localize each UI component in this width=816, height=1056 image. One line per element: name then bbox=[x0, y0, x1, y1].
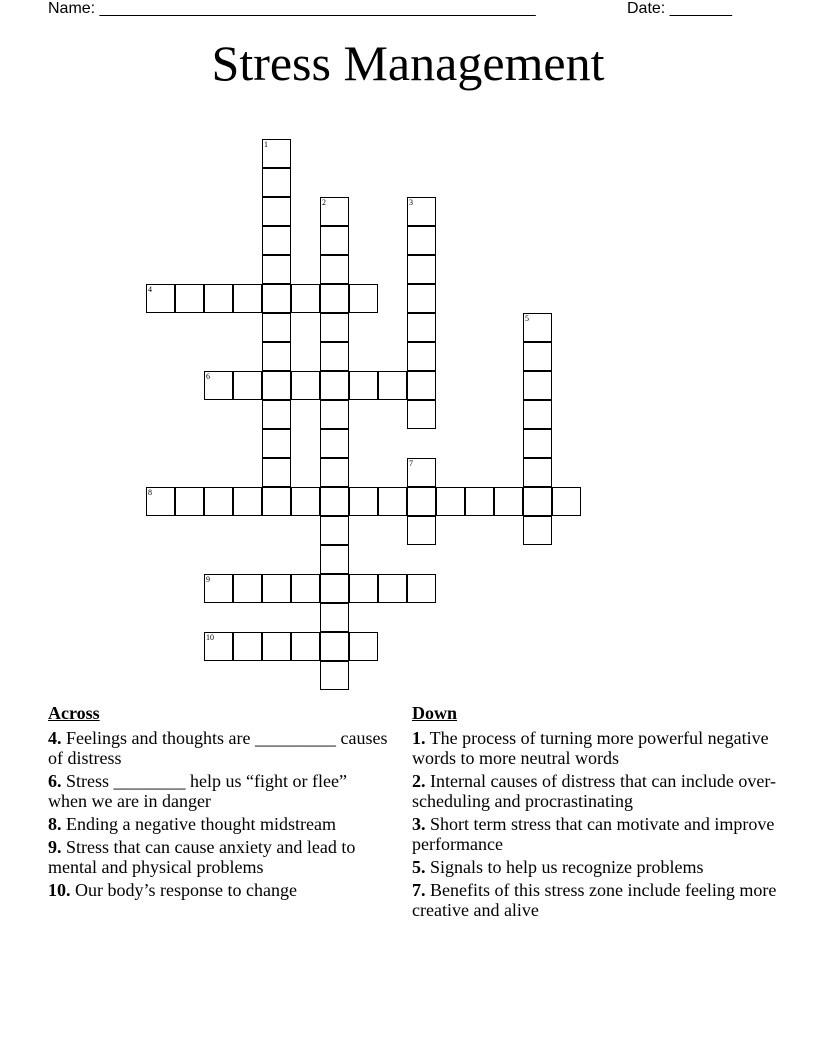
grid-cell[interactable] bbox=[320, 603, 349, 632]
grid-cell[interactable] bbox=[146, 487, 175, 516]
grid-cell[interactable] bbox=[233, 632, 262, 661]
grid-cell[interactable] bbox=[320, 255, 349, 284]
grid-cell[interactable] bbox=[204, 487, 233, 516]
grid-cell[interactable] bbox=[262, 313, 291, 342]
grid-cell[interactable] bbox=[349, 371, 378, 400]
grid-cell[interactable] bbox=[349, 487, 378, 516]
grid-cell[interactable] bbox=[378, 487, 407, 516]
grid-cell[interactable] bbox=[320, 313, 349, 342]
grid-cell[interactable] bbox=[523, 313, 552, 342]
grid-cell[interactable] bbox=[407, 574, 436, 603]
clue-number: 10. bbox=[48, 880, 71, 900]
across-heading: Across bbox=[48, 703, 100, 723]
clue-text: Stress ________ help us “fight or flee” when we are in danger bbox=[48, 771, 347, 811]
grid-cell[interactable] bbox=[523, 400, 552, 429]
clue-text: Short term stress that can motivate and improve performance bbox=[412, 814, 775, 854]
grid-cell[interactable] bbox=[407, 458, 436, 487]
clue-number: 2. bbox=[412, 771, 426, 791]
grid-cell[interactable] bbox=[262, 342, 291, 371]
grid-cell[interactable] bbox=[320, 458, 349, 487]
clue-across-8 bbox=[48, 814, 388, 834]
grid-cell[interactable] bbox=[407, 197, 436, 226]
down-heading: Down bbox=[412, 703, 458, 723]
grid-cell[interactable] bbox=[407, 342, 436, 371]
grid-cell[interactable] bbox=[407, 400, 436, 429]
grid-cell[interactable] bbox=[262, 168, 291, 197]
clue-number: 7. bbox=[412, 880, 426, 900]
cell-number: 1 bbox=[264, 140, 268, 149]
grid-cell[interactable] bbox=[349, 284, 378, 313]
across-clues bbox=[48, 703, 388, 903]
cell-number: 6 bbox=[206, 372, 210, 381]
page-title: Stress Management bbox=[211, 35, 605, 91]
clue-down-5 bbox=[412, 857, 792, 877]
grid-cell[interactable] bbox=[291, 574, 320, 603]
grid-cell[interactable] bbox=[320, 516, 349, 545]
clue-across-6 bbox=[48, 771, 388, 811]
grid-cell[interactable] bbox=[523, 487, 552, 516]
grid-cell[interactable] bbox=[320, 342, 349, 371]
clue-text: Benefits of this stress zone include feeling more creative and alive bbox=[412, 880, 777, 920]
clue-down-2 bbox=[412, 771, 792, 811]
grid-cell[interactable] bbox=[262, 632, 291, 661]
clue-across-4 bbox=[48, 728, 388, 768]
date-field[interactable]: Date: _______ bbox=[627, 0, 732, 17]
clue-text: Feelings and thoughts are _________ causes of distress bbox=[48, 728, 388, 768]
cell-number: 7 bbox=[409, 459, 413, 468]
grid-cell[interactable] bbox=[262, 458, 291, 487]
grid-cell[interactable] bbox=[523, 371, 552, 400]
grid-cell[interactable] bbox=[262, 574, 291, 603]
clue-number: 1. bbox=[412, 728, 426, 748]
grid-cell[interactable] bbox=[262, 284, 291, 313]
grid-cell[interactable] bbox=[146, 284, 175, 313]
grid-cell[interactable] bbox=[204, 632, 233, 661]
grid-cell[interactable] bbox=[349, 632, 378, 661]
grid-cell[interactable] bbox=[320, 284, 349, 313]
clue-down-3 bbox=[412, 814, 792, 854]
grid-cell[interactable] bbox=[233, 284, 262, 313]
cell-number: 10 bbox=[206, 633, 214, 642]
cell-number: 4 bbox=[148, 285, 152, 294]
grid-cell[interactable] bbox=[262, 197, 291, 226]
grid-cell[interactable] bbox=[523, 458, 552, 487]
grid-cell[interactable] bbox=[262, 226, 291, 255]
grid-cell[interactable] bbox=[378, 371, 407, 400]
name-field[interactable]: Name: _________________________________________________ bbox=[48, 0, 536, 17]
grid-cell[interactable] bbox=[233, 371, 262, 400]
grid-cell[interactable] bbox=[407, 226, 436, 255]
grid-cell[interactable] bbox=[436, 487, 465, 516]
grid-cell[interactable] bbox=[320, 661, 349, 690]
clue-across-9 bbox=[48, 837, 388, 877]
grid-cell[interactable] bbox=[378, 574, 407, 603]
clue-text: Our body’s response to change bbox=[70, 880, 297, 900]
clue-text: Ending a negative thought midstream bbox=[61, 814, 336, 834]
grid-cell[interactable] bbox=[407, 371, 436, 400]
grid-cell[interactable] bbox=[349, 574, 378, 603]
clue-text: Signals to help us recognize problems bbox=[425, 857, 704, 877]
down-clues bbox=[412, 703, 792, 923]
cell-number: 5 bbox=[525, 314, 529, 323]
grid-cell[interactable] bbox=[320, 371, 349, 400]
clue-text: Stress that can cause anxiety and lead to mental and physical problems bbox=[48, 837, 356, 877]
clue-text: Internal causes of distress that can include over-scheduling and procrastinating bbox=[412, 771, 777, 811]
grid-cell[interactable] bbox=[262, 400, 291, 429]
grid-cell[interactable] bbox=[320, 400, 349, 429]
grid-cell[interactable] bbox=[320, 632, 349, 661]
grid-cell[interactable] bbox=[320, 429, 349, 458]
grid-cell[interactable] bbox=[465, 487, 494, 516]
clue-number: 4. bbox=[48, 728, 62, 748]
cell-number: 2 bbox=[322, 198, 326, 207]
grid-cell[interactable] bbox=[320, 487, 349, 516]
grid-cell[interactable] bbox=[407, 255, 436, 284]
clue-number: 3. bbox=[412, 814, 426, 834]
grid-cell[interactable] bbox=[233, 574, 262, 603]
grid-cell[interactable] bbox=[523, 429, 552, 458]
clue-number: 8. bbox=[48, 814, 62, 834]
grid-cell[interactable] bbox=[262, 371, 291, 400]
grid-cell[interactable] bbox=[494, 487, 523, 516]
clue-number: 9. bbox=[48, 837, 62, 857]
grid-cell[interactable] bbox=[204, 284, 233, 313]
clue-down-7 bbox=[412, 880, 792, 920]
grid-cell[interactable] bbox=[407, 284, 436, 313]
grid-cell[interactable] bbox=[262, 139, 291, 168]
grid-cell[interactable] bbox=[291, 632, 320, 661]
cell-number: 9 bbox=[206, 575, 210, 584]
cell-number: 3 bbox=[409, 198, 413, 207]
clue-text: The process of turning more powerful negative words to more neutral words bbox=[412, 728, 769, 768]
grid-cell[interactable] bbox=[407, 487, 436, 516]
grid-cell[interactable] bbox=[291, 487, 320, 516]
grid-cell[interactable] bbox=[552, 487, 581, 516]
grid-cell[interactable] bbox=[204, 574, 233, 603]
grid-cell[interactable] bbox=[320, 197, 349, 226]
cell-number: 8 bbox=[148, 488, 152, 497]
grid-cell[interactable] bbox=[233, 487, 262, 516]
grid-cell[interactable] bbox=[291, 371, 320, 400]
grid-cell[interactable] bbox=[407, 516, 436, 545]
grid-cell[interactable] bbox=[320, 574, 349, 603]
clue-number: 6. bbox=[48, 771, 62, 791]
grid-cell[interactable] bbox=[291, 284, 320, 313]
grid-cell[interactable] bbox=[175, 284, 204, 313]
grid-cell[interactable] bbox=[320, 545, 349, 574]
grid-cell[interactable] bbox=[204, 371, 233, 400]
grid-cell[interactable] bbox=[523, 516, 552, 545]
grid-cell[interactable] bbox=[320, 226, 349, 255]
clue-across-10 bbox=[48, 880, 388, 900]
clue-down-1 bbox=[412, 728, 792, 768]
grid-cell[interactable] bbox=[262, 255, 291, 284]
grid-cell[interactable] bbox=[407, 313, 436, 342]
grid-cell[interactable] bbox=[262, 429, 291, 458]
grid-cell[interactable] bbox=[262, 487, 291, 516]
clue-number: 5. bbox=[412, 857, 426, 877]
grid-cell[interactable] bbox=[175, 487, 204, 516]
grid-cell[interactable] bbox=[523, 342, 552, 371]
